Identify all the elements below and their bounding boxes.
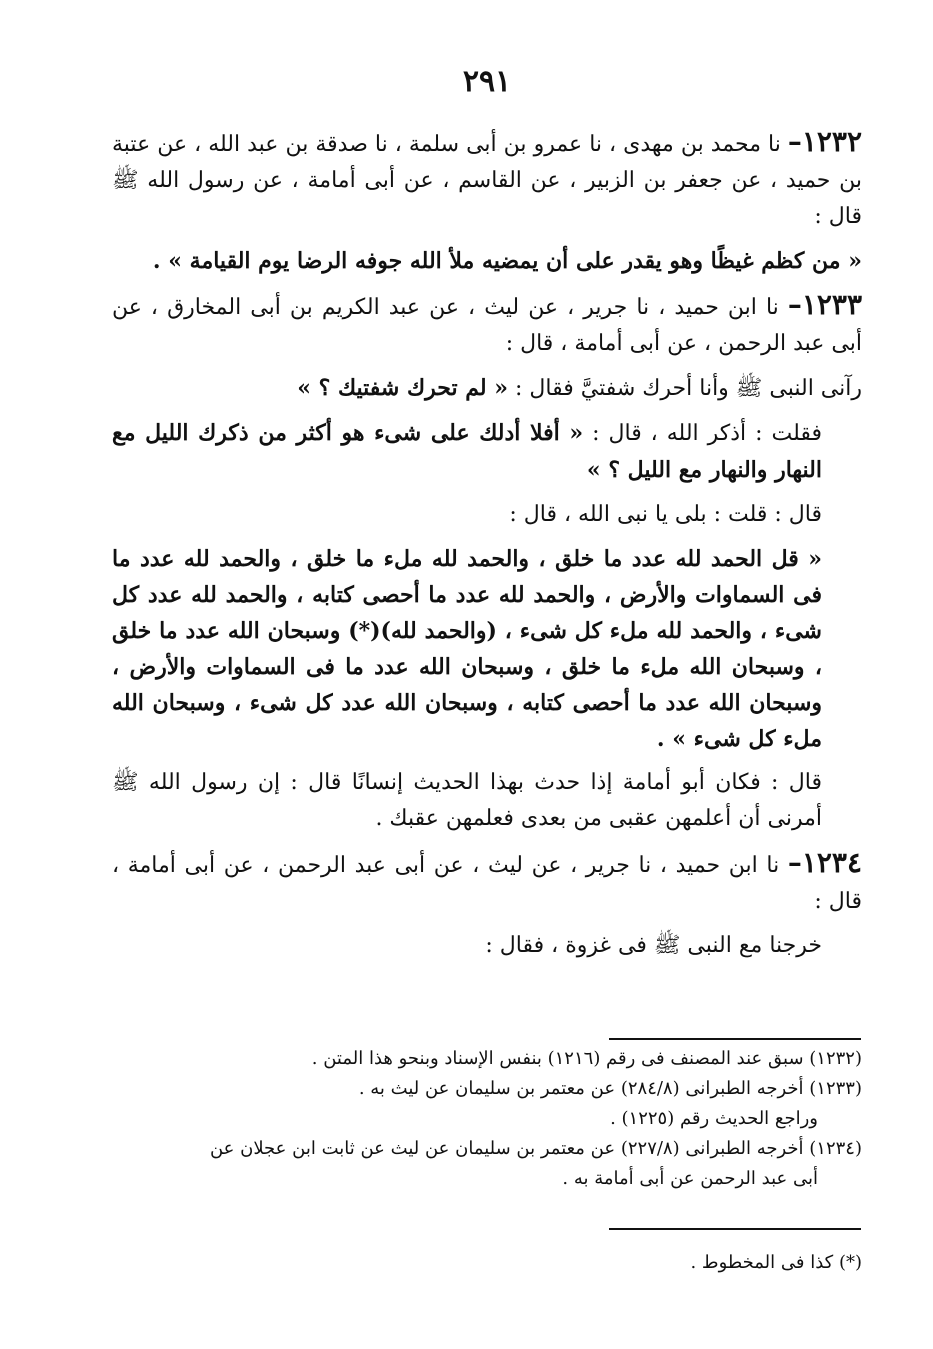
note-1234: (١٢٣٤) أخرجه الطبرانى (٢٢٧/٨) عن معتمر بن سليمان عن ليث عن ثابت ابن عجلان عن: [209, 1138, 862, 1159]
hadith-number: ١٢٣٢–: [787, 125, 862, 158]
isnad-text: نا ابن حميد ، نا جرير ، عن ليث ، عن عبد الكريم بن أبى المخارق ، عن أبى عبد الرحمن ، عن أبى أمامة ، قال :: [112, 295, 862, 356]
footnote-separator: [609, 1228, 861, 1230]
note-1233-continued: وراجع الحديث رقم (١٢٢٥) .: [610, 1108, 818, 1129]
notes-separator: [609, 1038, 861, 1040]
prophet-quote: « أفلا أدلك على شىء هو أكثر من ذكرك الليل مع النهار والنهار مع الليل ؟ »: [112, 420, 822, 483]
page-number: ٢٩١: [462, 64, 512, 99]
hadith-number: ١٢٣٤–: [787, 846, 862, 879]
footnotes-block: [120, 1044, 862, 1194]
hadith-1234-isnad: [112, 845, 862, 920]
page-body: [112, 62, 862, 972]
narration-text: فقلت : أذكر الله ، قال :: [583, 421, 822, 446]
hadith-number: ١٢٣٣–: [787, 288, 862, 321]
note-1233: (١٢٣٣) أخرجه الطبرانى (٢٨٤/٨) عن معتمر بن سليمان عن ليث به .: [358, 1078, 862, 1099]
prophet-quote: « لم تحرك شفتيك ؟ »: [297, 375, 509, 401]
isnad-text: نا محمد بن مهدى ، نا عمرو بن أبى سلمة ، نا صدقة بن عبد الله ، عن عتبة بن حميد ، عن جعفر بن الزبير ، عن القاسم ، عن أبى أمامة ، عن رسول الله ﷺ قال :: [112, 132, 862, 229]
hadith-1233-line2: [112, 415, 862, 489]
note-1232: (١٢٣٢) سبق عند المصنف فى رقم (١٢١٦) بنفس الإسناد وبنحو هذا المتن .: [311, 1048, 862, 1069]
hadith-1233-isnad: [112, 287, 862, 362]
hadith-1233-line1: [112, 370, 862, 407]
isnad-text: نا ابن حميد ، نا جرير ، عن ليث ، عن أبى عبد الرحمن ، عن أبى أمامة ، قال :: [112, 853, 862, 914]
hadith-1233-line3: قال : قلت : بلى يا نبى الله ، قال :: [509, 502, 822, 527]
hadith-1234-line1: خرجنا مع النبى ﷺ فى غزوة ، فقال :: [485, 933, 822, 958]
manuscript-footnote: (*) كذا فى المخطوط .: [690, 1252, 862, 1273]
note-1234-continued: أبى عبد الرحمن عن أبى أمامة به .: [562, 1168, 818, 1189]
narration-text: رآنى النبى ﷺ وأنا أحرك شفتيَّ فقال :: [508, 376, 862, 401]
hadith-1232-matn: « من كظم غيظًا وهو يقدر على أن يمضيه ملأ الله جوفه الرضا يوم القيامة » .: [152, 248, 862, 274]
hadith-1233-closing: قال : فكان أبو أمامة إذا حدث بهذا الحديث إنسانًا قال : إن رسول الله ﷺ أمرنى أن أعلمهن عقبى من بعدى فعلمهن عقبك .: [112, 770, 822, 831]
hadith-1232-isnad: [112, 124, 862, 235]
hadith-1233-dhikr: « قل الحمد لله عدد ما خلق ، والحمد لله ملء ما خلق ، والحمد لله عدد ما فى السماوات والأرض ، والحمد لله عدد ما أحصى كتابه ، والحمد لله عدد كل شىء ، والحمد لله ملء كل شىء ، (والحمد لله)(*) وسبحان الله عدد ما خلق ، وسبحان الله ملء ما خلق ، وسبحان الله عدد ما فى السماوات والأرض ، وسبحان الله عدد ما أحصى كتابه ، وسبحان الله عدد كل شىء ، وسبحان الله ملء كل شىء » .: [112, 546, 822, 752]
